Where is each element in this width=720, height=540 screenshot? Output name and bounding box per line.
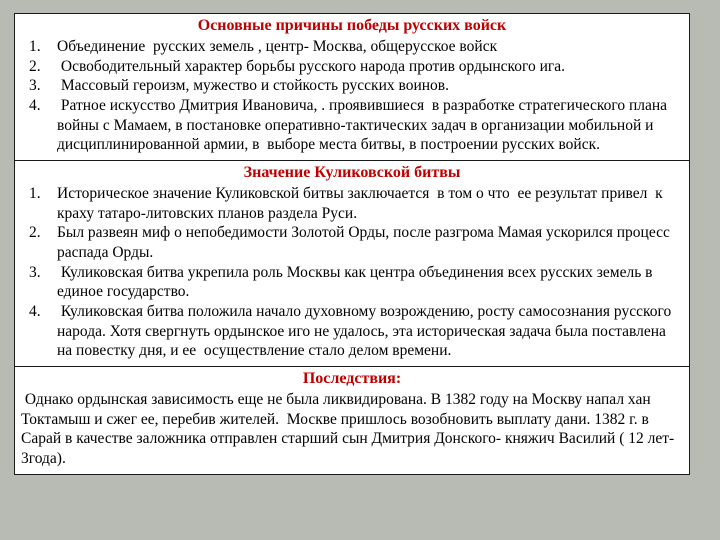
list-item: Был развеян миф о непобедимости Золотой Орды, после разгрома Мамая ускорился процесс распада Орды.: [57, 224, 674, 262]
list-item: Объединение русских земель , центр- Москва, общерусское войск: [57, 38, 498, 55]
list-item: Ратное искусство Дмитрия Ивановича, . проявившиеся в разработке стратегического плана войны с Мамаем, в постановке оперативно-тактических задач в организации мобильной и дисциплинированной армии, в выборе места битвы, в построении русских войск.: [57, 97, 671, 154]
section-consequences: [15, 367, 689, 474]
section-title-consequences: Последствия:: [302, 370, 402, 388]
list-item: Историческое значение Куликовской битвы заключается в том о что ее результат привел к краху татаро-литовских планов раздела Руси.: [57, 185, 667, 222]
list-item: Массовый героизм, мужество и стойкость русских воинов.: [57, 77, 449, 95]
section-title-battle-significance: Значение Куликовской битвы: [243, 164, 461, 182]
list-item: Освободительный характер борьбы русского народа против ордынского ига.: [57, 57, 566, 75]
section-title-victory-reasons: Основные причины победы русских войск: [197, 17, 507, 34]
list-item: Куликовская битва положила начало духовному возрождению, росту самосознания русского народа. Хотя свергнуть ордынское иго не удалось, эта историческая задача была поставлена на повестку дня, и ее осуществление стало делом времени.: [57, 303, 676, 360]
list-item: Куликовская битва укрепила роль Москвы как центра объединения всех русских земель в единое государство.: [57, 263, 657, 301]
section-battle-significance: [15, 161, 689, 367]
victory-reasons-list: [21, 37, 683, 155]
section-victory-reasons: [15, 14, 689, 161]
consequences-text: Однако ордынская зависимость еще не была ликвидирована. В 1382 году на Москву напал хан Токтамыш и сжег ее, перебив жителей. Москве пришлось возобновить выплату дани. 1382 г. в Сарай в качестве заложника отправлен старший сын Дмитрия Донского- княжич Василий ( 12 лет- 3года).: [21, 391, 679, 468]
content-table: [14, 13, 690, 475]
battle-significance-list: [21, 184, 683, 361]
